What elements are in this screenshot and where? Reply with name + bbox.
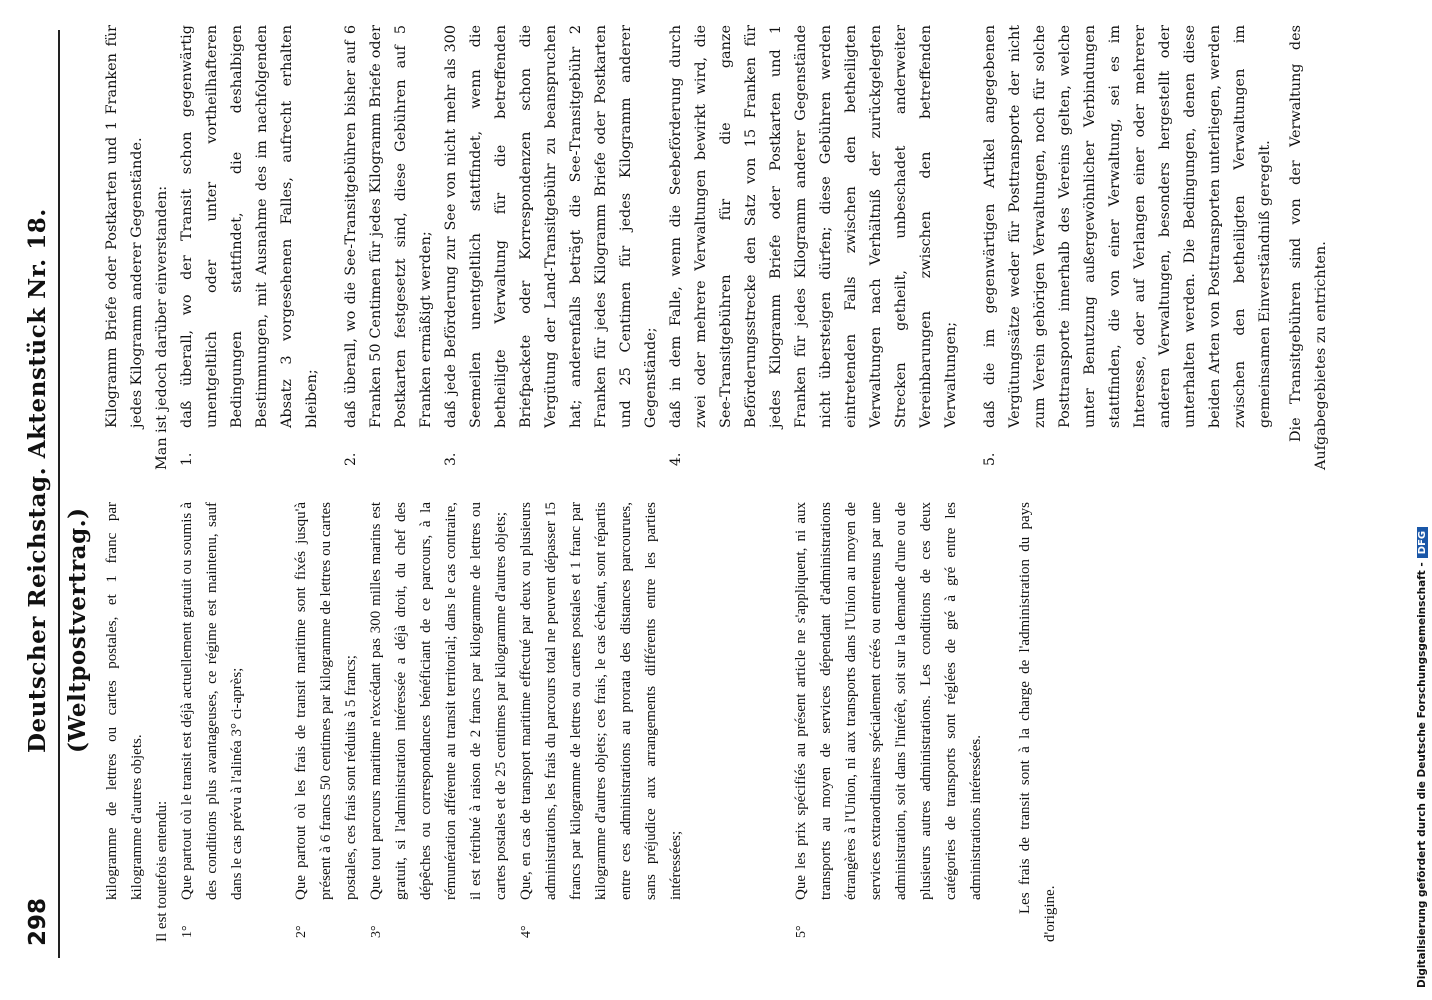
- german-column: [100, 25, 1334, 470]
- french-column: [100, 502, 1063, 942]
- german-intro: Man ist jedoch darüber einverstanden:: [154, 185, 170, 470]
- item-number: 1°: [180, 925, 195, 938]
- digitization-note: [1416, 527, 1428, 988]
- french-final: Les frais de transit sont à la charge de l'administration du pays d'origine.: [1017, 502, 1058, 942]
- item-text: daß in dem Falle, wenn die Seebeförderung durch zwei oder mehrere Verwaltungen bewirkt wird, die See-Transitgebühren für die ganze Beförderungsstrecke den Satz von 15 Franken für jedes Kilogramm Briefe oder Postkarten und 1 Franken für jedes Kilogramm anderer Gegenstände nicht übersteigen dürfen; diese Gebühren werden eintretenden Falls zwischen den betheiligten Verwaltungen nach Verhältniß der zurückgelegten Strecken getheilt, unbeschadet anderweiter Vereinbarungen zwischen den betreffenden Verwaltungen;: [668, 25, 959, 428]
- item-number: 3°: [369, 925, 384, 938]
- french-continuation: kilogramme de lettres ou cartes postales, et 1 franc par kilogramme d'autres objets.: [104, 502, 145, 900]
- item-number: 4°: [519, 925, 534, 938]
- german-item-5: [978, 25, 1278, 470]
- item-text: Que partout où le transit est déjà actuellement gratuit ou soumis à des conditions plus avantageuses, ce régime est maintenu, sauf dans le cas prévu à l'alinéa 3° ci-après;: [179, 502, 245, 900]
- item-number: 2°: [294, 925, 309, 938]
- item-number: 5°: [794, 925, 809, 938]
- french-item-5: [789, 502, 989, 942]
- item-text: Que les prix spécifiés au présent article ne s'appliquent, ni aux transports au moyen de services dépendant d'administrations étrangères à l'Union, ni aux transports dans l'Union au moyen de services extraordinaires spécialement créés ou entretenus par une administration, soit dans l'intérêt, soit sur la demande d'une ou de plusieurs autres administrations. Les conditions de ces deux catégories de transports sont réglées de gré à gré entre les administrations intéressées.: [793, 502, 984, 900]
- german-item-2: [339, 25, 439, 470]
- item-text: Que partout où les frais de transit maritime sont fixés jusqu'à présent à 6 francs 50 centimes par kilogramme de lettres ou cartes postales, ces frais sont réduits à 5 francs;: [293, 502, 359, 900]
- item-text: Que tout parcours maritime n'excédant pas 300 milles marins est gratuit, si l'administration intéressée a déjà droit, du chef des dépêches ou correspondances bénéficiant de ce parcours, à la rémunération afférente au transit territorial; dans le cas contraire, il est rétribué à raison de 2 francs par kilogramme de lettres ou cartes postales et de 25 centimes par kilogramme d'autres objets;: [368, 502, 509, 900]
- french-item-4: [514, 502, 689, 942]
- page-header: [18, 30, 91, 958]
- item-number: 3.: [443, 452, 459, 466]
- item-text: daß überall, wo der Transit schon gegenwärtig unentgeltlich oder unter vortheilhafteren Bedingungen stattfindet, die deshalbigen Bestimmungen, mit Ausnahme des im nachfolgenden Absatz 3 vorgesehenen Falles, aufrecht erhalten bleiben;: [179, 25, 320, 428]
- dfg-badge: DFG: [1417, 527, 1428, 558]
- german-item-1: [175, 25, 325, 470]
- item-text: daß die im gegenwärtigen Artikel angegebenen Vergütungssätze weder für Posttransporte der nicht zum Verein gehörigen Verwaltungen, noch für solche Posttransporte innerhalb des Vereins gelten, welche unter Benutzung außergewöhnlicher Verbindungen stattfinden, die von einer Verwaltung, sei es im Interesse, oder auf Verlangen einer oder mehrerer anderen Verwaltungen, besonders hergestellt oder unterhalten werden. Die Bedingungen, denen diese beiden Arten von Posttransporten unterliegen, werden zwischen den betheiligten Verwaltungen im gemeinsamen Einverständniß geregelt.: [982, 25, 1273, 428]
- german-final: Die Transitgebühren sind von der Verwaltung des Aufgabegebietes zu entrichten.: [1288, 25, 1329, 470]
- item-number: 5.: [982, 452, 998, 466]
- digitization-text: Digitalisierung gefördert durch die Deutsche Forschungsgemeinschaft -: [1416, 562, 1428, 988]
- german-item-3: [439, 25, 664, 470]
- item-number: 4.: [668, 452, 684, 466]
- german-continuation: Kilogramm Briefe oder Postkarten und 1 Franken für jedes Kilogramm anderer Gegenstände.: [104, 25, 145, 428]
- item-number: 1.: [179, 452, 195, 466]
- item-number: 2.: [343, 452, 359, 466]
- french-item-2: [289, 502, 364, 942]
- item-text: daß jede Beförderung zur See von nicht mehr als 300 Seemeilen unentgeltlich stattfindet, wenn die betheiligte Verwaltung für die betreffenden Briefpackete oder Korrespondenzen schon die Vergütung der Land-Transitgebühr zu beanspruchen hat; anderenfalls beträgt die See-Transitgebühr 2 Franken für jedes Kilogramm Briefe oder Postkarten und 25 Centimen für jedes Kilogramm anderer Gegenstände;: [443, 25, 659, 428]
- item-text: daß überall, wo die See-Transitgebühren bisher auf 6 Franken 50 Centimen für jedes Kilogramm Briefe oder Postkarten festgesetzt sind, diese Gebühren auf 5 Franken ermäßigt werden;: [343, 25, 434, 428]
- german-item-4: [664, 25, 964, 470]
- french-item-3: [364, 502, 514, 942]
- page-number: 298: [25, 897, 51, 946]
- running-head: Deutscher Reichstag. Aktenstück Nr. 18. (Weltpostvertrag.): [24, 208, 91, 753]
- french-item-1: [175, 502, 250, 942]
- item-text: Que, en cas de transport maritime effectué par deux ou plusieurs administrations, les frais du parcours total ne peuvent dépasser 15 francs par kilogramme de lettres ou cartes postales et 1 franc par kilogramme d'autres objets; ces frais, le cas échéant, sont répartis entre ces administrations au prorata des distances parcourues, sans préjudice aux arrangements différents entre les parties intéressées;: [518, 502, 684, 900]
- french-intro: Il est toutefois entendu:: [154, 800, 170, 942]
